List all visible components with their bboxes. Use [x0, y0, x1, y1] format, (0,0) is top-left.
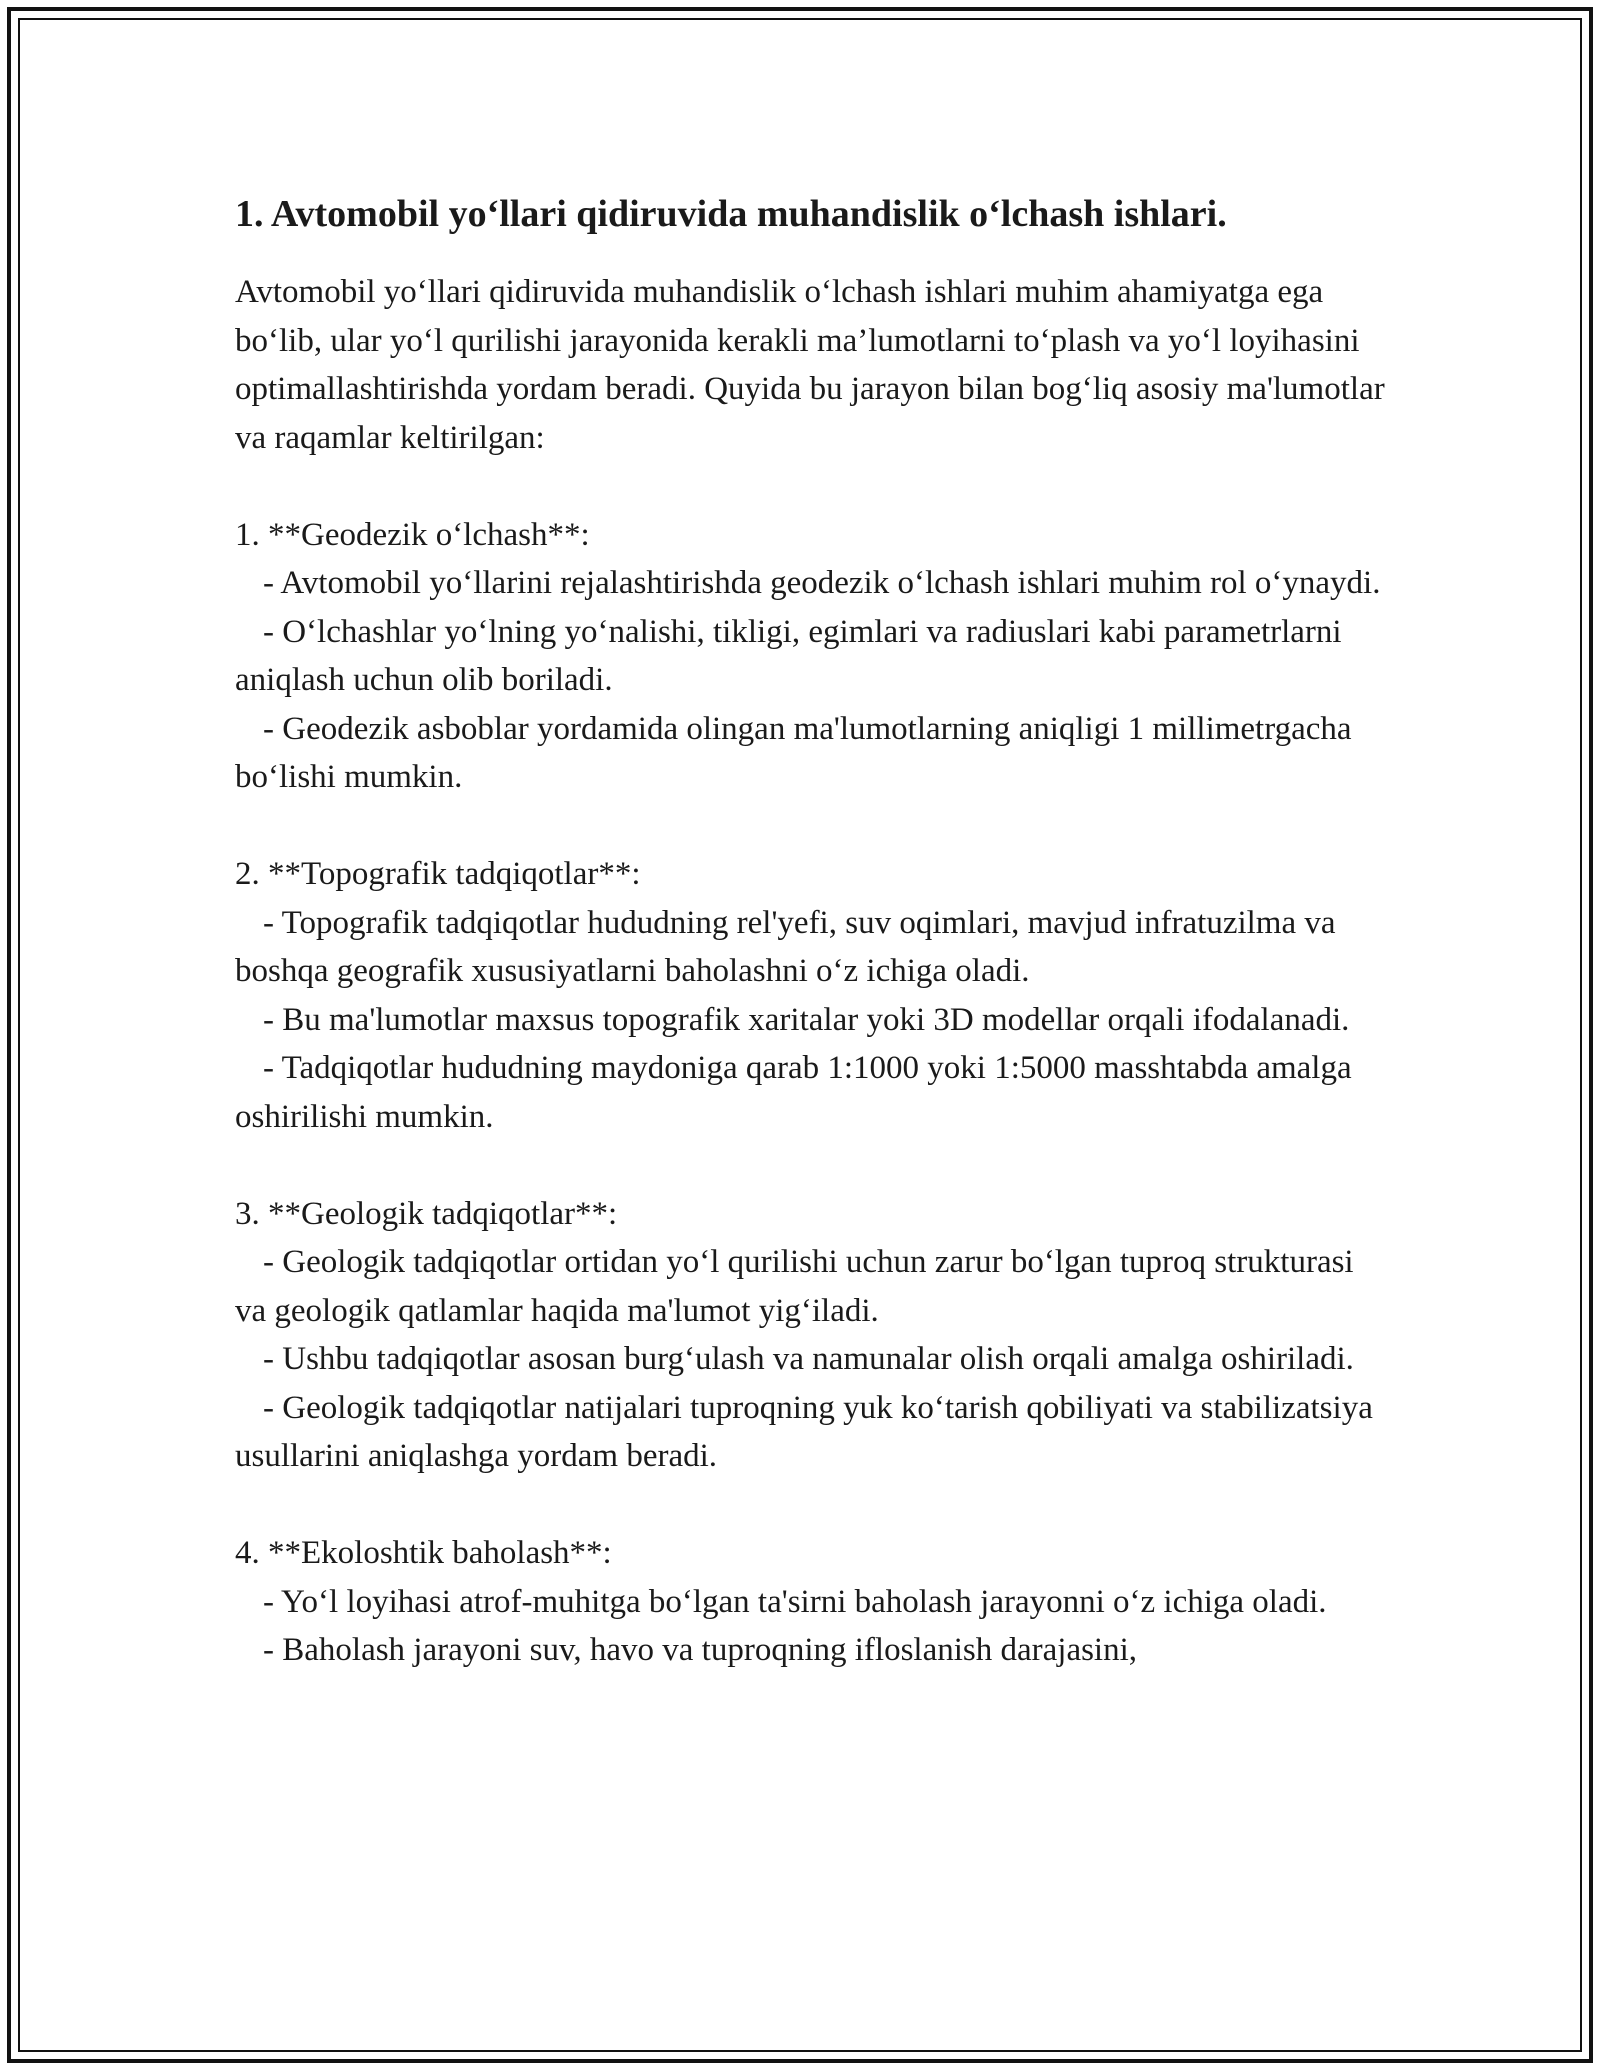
bullet-item: - Tadqiqotlar hududning maydoniga qarab 1:1000 yoki 1:5000 masshtabda amalga oshirilishi mumkin. — [235, 1050, 1352, 1135]
section-heading: 3. **Geologik tadqiqotlar**: — [235, 1195, 618, 1232]
bullet-item: - Geodezik asboblar yordamida olingan ma'lumotlarning aniqligi 1 millimetrgacha bo‘lishi mumkin. — [235, 710, 1352, 795]
bullet-item: - O‘lchashlar yo‘lning yo‘nalishi, tikligi, egimlari va radiuslari kabi parametrlarni aniqlash uchun olib boriladi. — [235, 613, 1342, 698]
document-body — [235, 188, 1385, 1675]
bullet-item: - Geologik tadqiqotlar natijalari tuproqning yuk ko‘tarish qobiliyati va stabilizatsiya usullarini aniqlashga yordam beradi. — [235, 1389, 1373, 1474]
section-heading: 4. **Ekoloshtik baholash**: — [235, 1535, 612, 1571]
section-heading: 1. **Geodezik o‘lchash**: — [235, 516, 590, 553]
bullet-item: - Avtomobil yo‘llarini rejalashtirishda geodezik o‘lchash ishlari muhim rol o‘ynaydi. — [263, 565, 1381, 601]
section-heading: 2. **Topografik tadqiqotlar**: — [235, 856, 641, 892]
document-title: 1. Avtomobil yo‘llari qidiruvida muhandislik o‘lchash ishlari. — [235, 193, 1227, 235]
section-ekologik — [235, 1529, 1385, 1675]
intro-paragraph: Avtomobil yo‘llari qidiruvida muhandislik o‘lchash ishlari muhim ahamiyatga ega bo‘lib, ular yo‘l qurilishi jarayonida kerakli ma’lumotlarni to‘plash va yo‘l loyihasini optimallashtirishda yordam beradi. Quyida bu jarayon bilan bog‘liq asosiy ma'lumotlar va raqamlar keltirilgan: — [235, 274, 1385, 456]
bullet-item: - Baholash jarayoni suv, havo va tuproqning ifloslanish darajasini, — [263, 1632, 1138, 1668]
section-topografik — [235, 850, 1385, 1141]
bullet-item: - Geologik tadqiqotlar ortidan yo‘l qurilishi uchun zarur bo‘lgan tuproq strukturasi va geologik qatlamlar haqida ma'lumot yig‘iladi. — [235, 1244, 1354, 1329]
bullet-item: - Ushbu tadqiqotlar asosan burg‘ulash va namunalar olish orqali amalga oshiriladi. — [263, 1341, 1354, 1377]
bullet-item: - Yo‘l loyihasi atrof-muhitga bo‘lgan ta'sirni baholash jarayonni o‘z ichiga oladi. — [263, 1583, 1327, 1620]
section-geologik — [235, 1190, 1385, 1481]
bullet-item: - Bu ma'lumotlar maxsus topografik xaritalar yoki 3D modellar orqali ifodalanadi. — [263, 1001, 1350, 1038]
section-geodezik — [235, 511, 1385, 802]
bullet-item: - Topografik tadqiqotlar hududning rel'yefi, suv oqimlari, mavjud infratuzilma va boshqa geografik xususiyatlarni baholashni o‘z ichiga oladi. — [235, 904, 1336, 989]
